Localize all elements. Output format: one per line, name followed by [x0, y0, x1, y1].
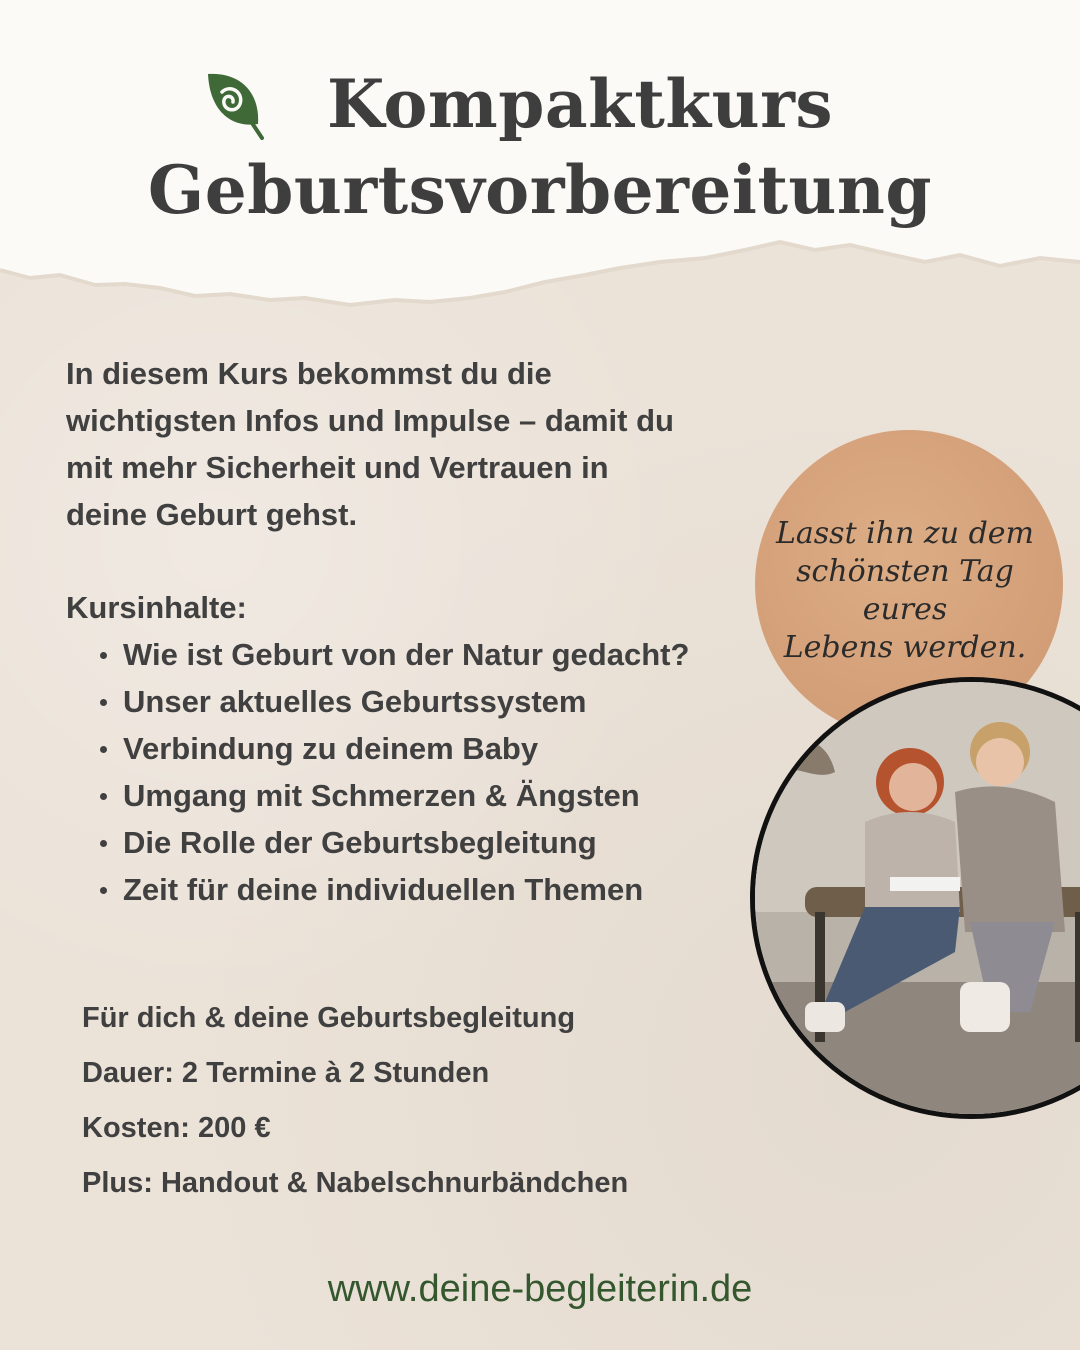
intro-line: In diesem Kurs bekommst du die [66, 356, 552, 391]
intro-line: deine Geburt gehst. [66, 497, 358, 532]
topic-label: Die Rolle der Geburtsbegleitung [123, 825, 597, 860]
course-details [82, 995, 628, 1215]
page-title [0, 62, 1080, 234]
course-contents-heading: Kursinhalte: [66, 590, 247, 625]
list-item [96, 725, 689, 772]
bullet-icon [100, 887, 107, 894]
bullet-icon [100, 793, 107, 800]
list-item [96, 631, 689, 678]
list-item [96, 819, 689, 866]
quote-line: Lebens werden. [783, 630, 1027, 665]
topic-label: Umgang mit Schmerzen & Ängsten [123, 778, 640, 813]
bullet-icon [100, 840, 107, 847]
list-item [96, 678, 689, 725]
detail-line: Für dich & deine Geburtsbegleitung [82, 1002, 576, 1034]
topic-label: Wie ist Geburt von der Natur gedacht? [123, 637, 690, 672]
intro-line: mit mehr Sicherheit und Vertrauen in [66, 450, 609, 485]
title-line-1: Kompaktkurs [326, 65, 834, 143]
bullet-icon [100, 699, 107, 706]
quote-line: Lasst ihn zu dem [775, 516, 1035, 551]
bullet-icon [100, 746, 107, 753]
quote-line: schönsten Tag eures [796, 554, 1014, 627]
title-line-2: Geburtsvorbereitung [147, 151, 933, 229]
topic-label: Verbindung zu deinem Baby [123, 731, 539, 766]
list-item [96, 772, 689, 819]
list-item [96, 866, 689, 913]
website-link[interactable]: www.deine-begleiterin.de [327, 1268, 753, 1310]
detail-line: Dauer: 2 Termine à 2 Stunden [82, 1057, 490, 1089]
quote-text [755, 515, 1055, 667]
detail-line: Kosten: 200 € [82, 1112, 271, 1144]
topic-label: Zeit für deine individuellen Themen [123, 872, 644, 907]
intro-text [66, 350, 766, 538]
bullet-icon [100, 652, 107, 659]
course-topics-list [96, 631, 689, 913]
topic-label: Unser aktuelles Geburtssystem [123, 684, 587, 719]
detail-line: Plus: Handout & Nabelschnurbändchen [82, 1167, 629, 1199]
intro-line: wichtigsten Infos und Impulse – damit du [66, 403, 674, 438]
